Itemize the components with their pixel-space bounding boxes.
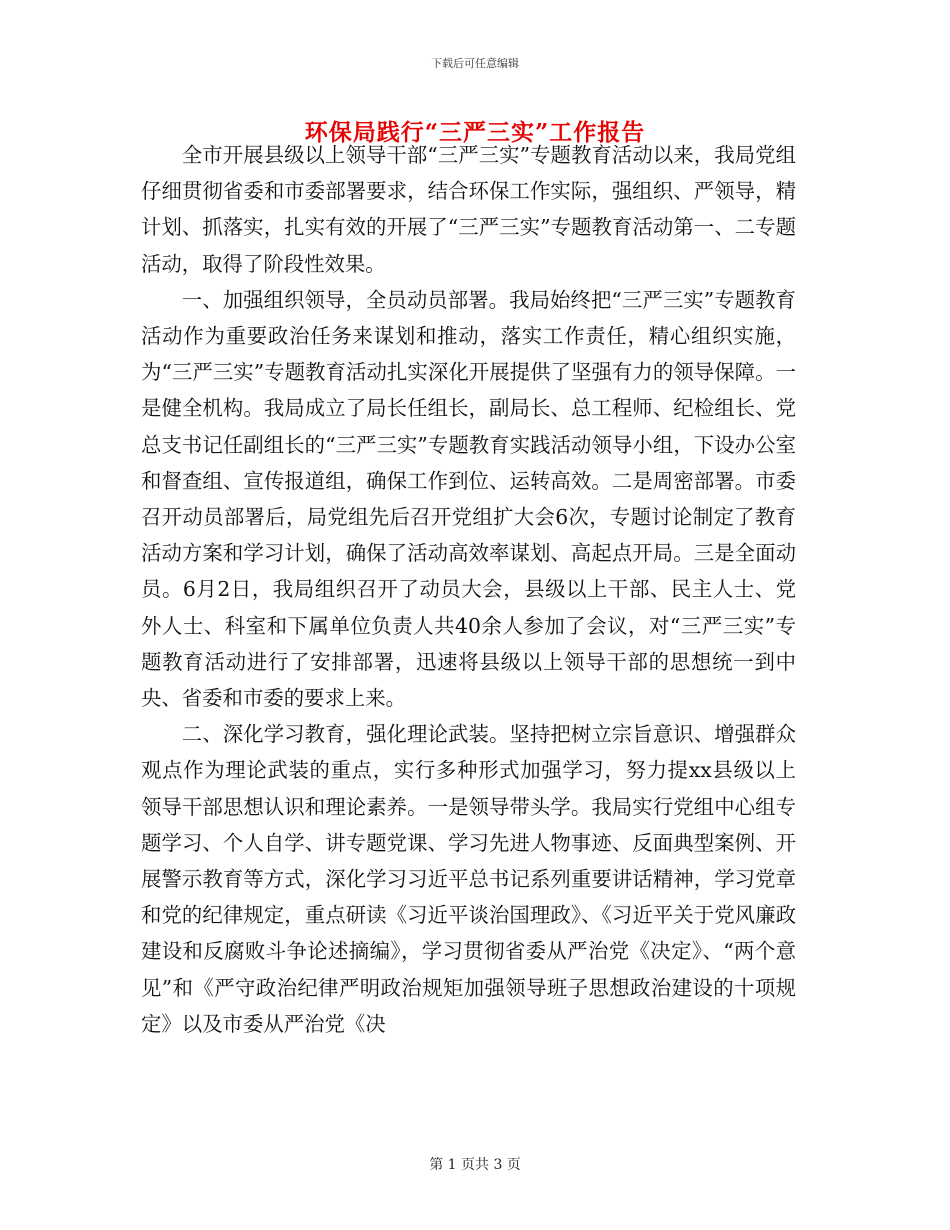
document-body: [141, 137, 796, 1042]
paragraph-section-2: 二、深化学习教育，强化理论武装。坚持把树立宗旨意识、增强群众观点作为理论武装的重点，实行多种形式加强学习，努力提xx县级以上领导干部思想认识和理论素养。一是领导带头学。我局实行党组中心组专题学习、个人自学、讲专题党课、学习先进人物事迹、反面典型案例、开展警示教育等方式，深化学习习近平总书记系列重要讲话精神，学习党章和党的纪律规定，重点研读《习近平谈治国理政》、《习近平关于党风廉政建设和反腐败斗争论述摘编》，学习贯彻省委从严治党《决定》、“两个意见”和《严守政治纪律严明政治规矩加强领导班子思想政治建设的十项规定》以及市委从严治党《决: [141, 722, 796, 1036]
page-header: 下载后可任意编辑: [431, 57, 519, 70]
document-title: 环保局践行“三严三实”工作报告: [304, 119, 646, 146]
page-footer: 第 1 页共 3 页: [429, 1157, 521, 1173]
paragraph-section-1: 一、加强组织领导，全员动员部署。我局始终把“三严三实”专题教育活动作为重要政治任务来谋划和推动，落实工作责任，精心组织实施，为“三严三实”专题教育活动扎实深化开展提供了坚强有力的领导保障。一是健全机构。我局成立了局长任组长，副局长、总工程师、纪检组长、党总支书记任副组长的“三严三实”专题教育实践活动领导小组，下设办公室和督查组、宣传报道组，确保工作到位、运转高效。二是周密部署。市委召开动员部署后，局党组先后召开党组扩大会6次，专题讨论制定了教育活动方案和学习计划，确保了活动高效率谋划、高起点开局。三是全面动员。6月2日，我局组织召开了动员大会，县级以上干部、民主人士、党外人士、科室和下属单位负责人共40余人参加了会议，对“三严三实”专题教育活动进行了安排部署，迅速将县级以上领导干部的思想统一到中央、省委和市委的要求上来。: [141, 287, 796, 711]
paragraph-intro: 全市开展县级以上领导干部“三严三实”专题教育活动以来，我局党组仔细贯彻省委和市委部署要求，结合环保工作实际，强组织、严领导，精计划、抓落实，扎实有效的开展了“三严三实”专题教育活动第一、二专题活动，取得了阶段性效果。: [141, 143, 796, 276]
